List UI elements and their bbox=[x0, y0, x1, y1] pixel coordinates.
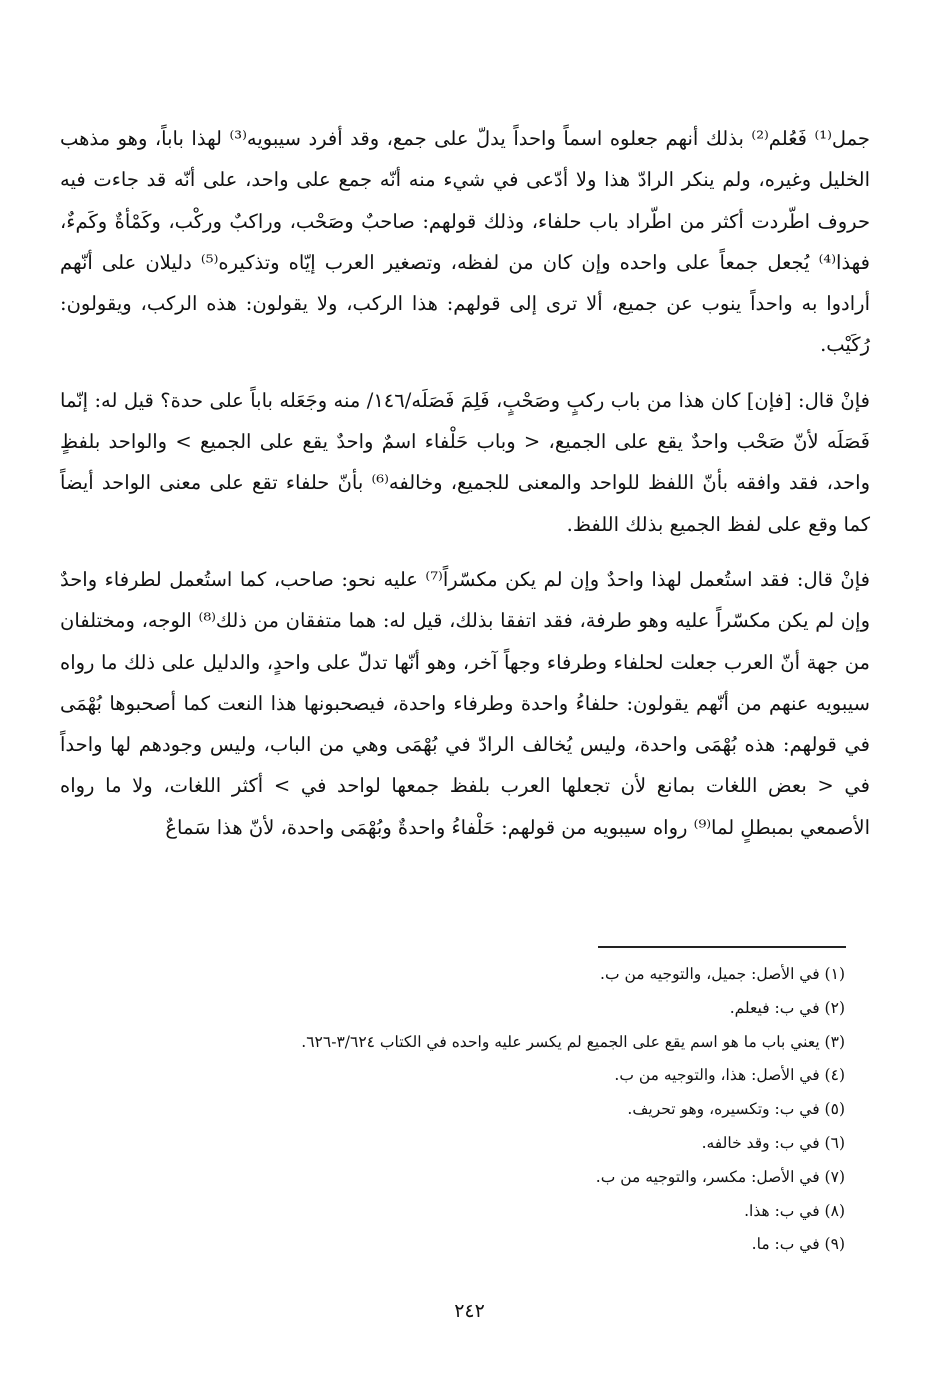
footnote-5: (٥) في ب: وتكسيره، وهو تحريف. bbox=[627, 1100, 845, 1119]
footnote-9: (٩) في ب: ما. bbox=[751, 1235, 845, 1254]
paragraph-3: فإنْ قال: فقد استُعمل لهذا واحدٌ وإن لم يكن مكسّراً⁽⁷⁾ عليه نحو: صاحب، كما استُعمل لطرفاء واحدٌ وإن لم يكن مكسّراً عليه وهو طرفة، فقد اتفقا بذلك، قيل له: هما متفقان من ذلك⁽⁸⁾ الوجه، ومختلفان من جهة أنّ العرب جعلت لحلفاء وطرفاء وجهاً آخر، وهو أنّها تدلّ على واحدٍ، والدليل على ذلك ما رواه سيبويه عنهم من أنّهم يقولون: حلفاءُ واحدة وطرفاء واحدة، فيصحبونها هذا النعت كما أصحبوها بُهْمَى في قولهم: هذه بُهْمَى واحدة، وليس يُخالف الرادّ في بُهْمَى وهي من الباب، وليس وجودهم لها واحداً في < بعض اللغات بمانع لأن تجعلها العرب بلفظ جمعها لواحد في > أكثر اللغات، ولا ما رواه الأصمعي بمبطلٍ لما⁽⁹⁾ رواه سيبويه من قولهم: حَلْفاءُ واحدةٌ وبُهْمَى واحدة، لأنّ هذا سَماعٌ bbox=[60, 567, 870, 839]
page-number: ٢٤٢ bbox=[454, 1300, 485, 1322]
footnote-7: (٧) في الأصل: مكسر، والتوجيه من ب. bbox=[595, 1167, 845, 1186]
footnotes-list bbox=[85, 958, 845, 1262]
footnote-3: (٣) يعني باب ما هو اسم يقع على الجميع لم يكسر عليه واحده في الكتاب ٣/٦٢٤-٦٢٦. bbox=[301, 1032, 845, 1051]
footnote-6: (٦) في ب: وقد خالفه. bbox=[701, 1133, 845, 1152]
footnote-8: (٨) في ب: هذا. bbox=[744, 1201, 845, 1220]
footnote-divider bbox=[598, 946, 846, 948]
main-text bbox=[60, 118, 870, 848]
footnote-4: (٤) في الأصل: هذا، والتوجيه من ب. bbox=[614, 1066, 845, 1085]
footnote-1: (١) في الأصل: جميل، والتوجيه من ب. bbox=[600, 965, 845, 983]
paragraph-2: فإنْ قال: [فإن] كان هذا من باب ركبٍ وصَحْبٍ، فَلِمَ فَصَلَه/١٤٦/ منه وجَعَله باباً على حدة؟ قيل له: إنّما فَصَلَه لأنّ صَحْب واحدٌ يقع على الجميع، < وباب حَلْفاء اسمٌ واحدٌ يقع على الجميع > والواحد بلفظٍ واحد، فقد وافقه بأنّ اللفظ للواحد والمعنى للجميع، وخالفه⁽⁶⁾ بأنّ حلفاء تقع على معنى الواحد أيضاً كما وقع على لفظ الجميع بذلك اللفظ. bbox=[60, 388, 870, 536]
paragraph-1: جمل⁽¹⁾ فَعُلم⁽²⁾ بذلك أنهم جعلوه اسماً واحداً يدلّ على جمع، وقد أفرد سيبويه⁽³⁾ لهذا باباً، وهو مذهب الخليل وغيره، ولم ينكر الرادّ هذا ولا أدّعى في شيء منه أنّه جمع على واحد، على أنّه قد جاءت فيه حروف اطّردت أكثر من اطّراد باب حلفاء، وذلك قولهم: صاحبٌ وصَحْب، وراكبٌ وركْب، وكَمْأةٌ وكَمءٌ، فهذا⁽⁴⁾ يُجعل جمعاً على واحده وإن كان من لفظه، وتصغير العرب إيّاه وتذكيره⁽⁵⁾ دليلان على أنّهم أرادوا به واحداً ينوب عن جميع، ألا ترى إلى قولهم: هذا الركب، ولا يقولون: هذه الركب، ويقولون: رُكَيْب. bbox=[60, 127, 870, 357]
footnote-2: (٢) في ب: فيعلم. bbox=[729, 998, 845, 1017]
